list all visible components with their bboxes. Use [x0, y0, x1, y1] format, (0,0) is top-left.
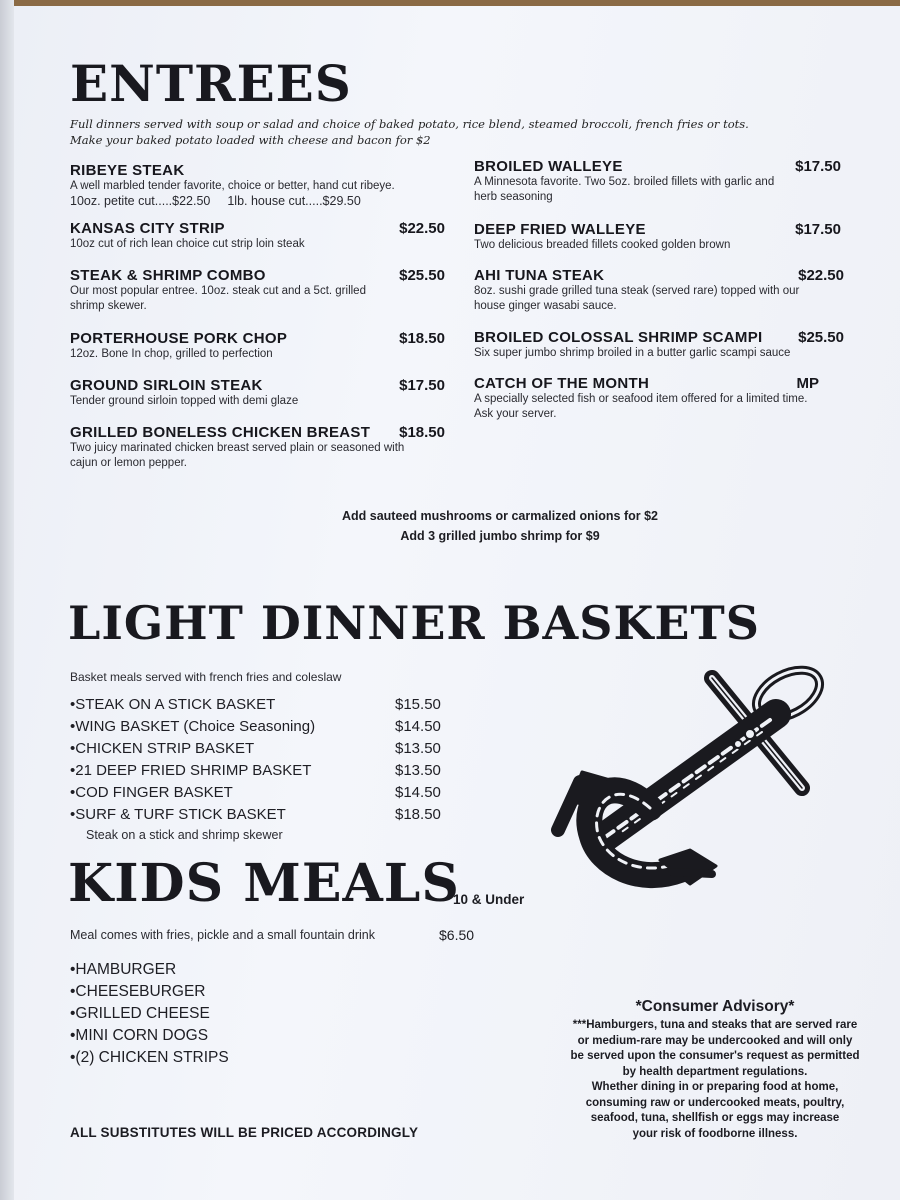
item-price: MP — [796, 375, 819, 392]
list-item: •HAMBURGER — [70, 961, 177, 978]
item-desc: Two delicious breaded fillets cooked golden brown — [474, 239, 731, 251]
list-item — [70, 762, 450, 784]
item-desc: A Minnesota favorite. Two 5oz. broiled fillets with garlic and herb seasoning — [474, 176, 775, 203]
item-desc: 12oz. Bone In chop, grilled to perfection — [70, 348, 273, 360]
entree-addons — [200, 506, 800, 546]
item-desc: 8oz. sushi grade grilled tuna steak (served rare) topped with our house ginger wasabi sauce. — [474, 285, 800, 312]
list-item — [70, 784, 450, 806]
kids-heading: KIDS MEALS — [68, 853, 460, 914]
list-item — [70, 740, 450, 762]
item-name: RIBEYE STEAK — [70, 162, 185, 179]
item-price: $13.50 — [395, 762, 441, 779]
item-name: BROILED COLOSSAL SHRIMP SCAMPI — [474, 329, 763, 346]
page-fold — [0, 0, 14, 1200]
kids-desc: Meal comes with fries, pickle and a small fountain drink — [70, 928, 375, 942]
advisory-title: *Consumer Advisory* — [635, 998, 795, 1015]
list-item: •GRILLED CHEESE — [70, 1005, 210, 1022]
item-price: $17.50 — [795, 221, 841, 238]
entrees-intro-line2: Make your baked potato loaded with cheese and bacon for $2 — [70, 133, 431, 147]
item-name: DEEP FRIED WALLEYE — [474, 221, 646, 238]
menu-item — [70, 377, 445, 409]
item-name: •SURF & TURF STICK BASKET — [70, 806, 286, 823]
advisory-line: consuming raw or undercooked meats, poultry, — [585, 1096, 845, 1109]
surf-turf-note: Steak on a stick and shrimp skewer — [86, 828, 283, 842]
menu-item — [474, 329, 844, 361]
menu-item — [70, 330, 445, 362]
item-price: $15.50 — [395, 696, 441, 713]
entrees-intro — [70, 116, 850, 148]
baskets-intro: Basket meals served with french fries and coleslaw — [70, 670, 342, 684]
advisory-line: your risk of foodborne illness. — [632, 1127, 798, 1140]
item-desc: A specially selected fish or seafood item offered for a limited time. Ask your server. — [474, 393, 808, 420]
ribeye-option-petite: 10oz. petite cut.....$22.50 — [70, 194, 211, 208]
entrees-intro-line1: Full dinners served with soup or salad and choice of baked potato, rice blend, steamed broccoli, french fries or tots. — [70, 117, 749, 131]
item-name: •STEAK ON A STICK BASKET — [70, 696, 276, 713]
menu-item — [70, 267, 445, 314]
advisory-line: or medium-rare may be undercooked and will only — [577, 1034, 853, 1047]
item-price: $17.50 — [795, 158, 841, 175]
item-name: STEAK & SHRIMP COMBO — [70, 267, 266, 284]
addon-shrimp: Add 3 grilled jumbo shrimp for $9 — [400, 529, 600, 543]
item-price: $14.50 — [395, 718, 441, 735]
list-item: •CHEESEBURGER — [70, 983, 206, 1000]
menu-item — [474, 267, 844, 314]
item-price: $22.50 — [399, 220, 445, 237]
addon-mushrooms-onions: Add sauteed mushrooms or carmalized onions for $2 — [341, 509, 659, 523]
ribeye-options — [70, 194, 450, 209]
advisory-line: Whether dining in or preparing food at home, — [591, 1081, 839, 1093]
item-desc: Two juicy marinated chicken breast served plain or seasoned with cajun or lemon pepper. — [70, 442, 405, 469]
menu-item — [70, 424, 445, 471]
item-name: •WING BASKET (Choice Seasoning) — [70, 718, 316, 735]
item-name: GROUND SIRLOIN STEAK — [70, 377, 263, 394]
item-name: GRILLED BONELESS CHICKEN BREAST — [70, 424, 371, 441]
item-name: •CHICKEN STRIP BASKET — [70, 740, 255, 757]
kids-age-note: 10 & Under — [453, 892, 525, 907]
menu-item — [70, 220, 445, 252]
item-name: PORTERHOUSE PORK CHOP — [70, 330, 288, 347]
item-name: BROILED WALLEYE — [474, 158, 623, 175]
baskets-heading: LIGHT DINNER BASKETS — [68, 596, 760, 650]
item-price: $18.50 — [399, 330, 445, 347]
anchor-icon — [540, 660, 840, 900]
item-desc: 10oz cut of rich lean choice cut strip loin steak — [70, 238, 305, 250]
menu-item — [474, 375, 819, 422]
item-price: $25.50 — [399, 267, 445, 284]
item-desc: Our most popular entree. 10oz. steak cut and a 5ct. grilled shrimp skewer. — [70, 285, 366, 312]
advisory-line: ***Hamburgers, tuna and steaks that are served rare — [572, 1019, 858, 1031]
menu-item — [474, 221, 841, 253]
item-name: CATCH OF THE MONTH — [474, 375, 650, 392]
item-price: $18.50 — [395, 806, 441, 823]
advisory-line: by health department regulations. — [622, 1065, 808, 1078]
list-item: •MINI CORN DOGS — [70, 1027, 209, 1044]
kids-price: $6.50 — [439, 927, 475, 943]
item-price: $17.50 — [399, 377, 445, 394]
item-name: •21 DEEP FRIED SHRIMP BASKET — [70, 762, 312, 779]
consumer-advisory — [550, 996, 880, 1142]
menu-item — [474, 158, 841, 205]
menu-item-ribeye — [70, 162, 450, 209]
item-price: $25.50 — [798, 329, 844, 346]
ribeye-option-house: 1lb. house cut.....$29.50 — [227, 194, 361, 208]
advisory-line: be served upon the consumer's request as permitted — [570, 1050, 860, 1062]
list-item — [70, 718, 450, 740]
substitutes-note: ALL SUBSTITUTES WILL BE PRICED ACCORDINGLY — [70, 1125, 419, 1140]
item-desc: A well marbled tender favorite, choice or better, hand cut ribeye. — [70, 180, 395, 192]
item-name: KANSAS CITY STRIP — [70, 220, 225, 237]
item-price: $18.50 — [399, 424, 445, 441]
entrees-heading: ENTREES — [70, 54, 352, 113]
advisory-line: seafood, tuna, shellfish or eggs may increase — [590, 1112, 840, 1124]
list-item — [70, 696, 450, 718]
item-name: •COD FINGER BASKET — [70, 784, 233, 801]
item-desc: Tender ground sirloin topped with demi glaze — [70, 395, 299, 407]
list-item — [70, 806, 450, 828]
item-price: $22.50 — [798, 267, 844, 284]
list-item: •(2) CHICKEN STRIPS — [70, 1049, 229, 1066]
item-name: AHI TUNA STEAK — [474, 267, 605, 284]
item-desc: Six super jumbo shrimp broiled in a butter garlic scampi sauce — [474, 347, 791, 359]
item-price: $14.50 — [395, 784, 441, 801]
item-price: $13.50 — [395, 740, 441, 757]
